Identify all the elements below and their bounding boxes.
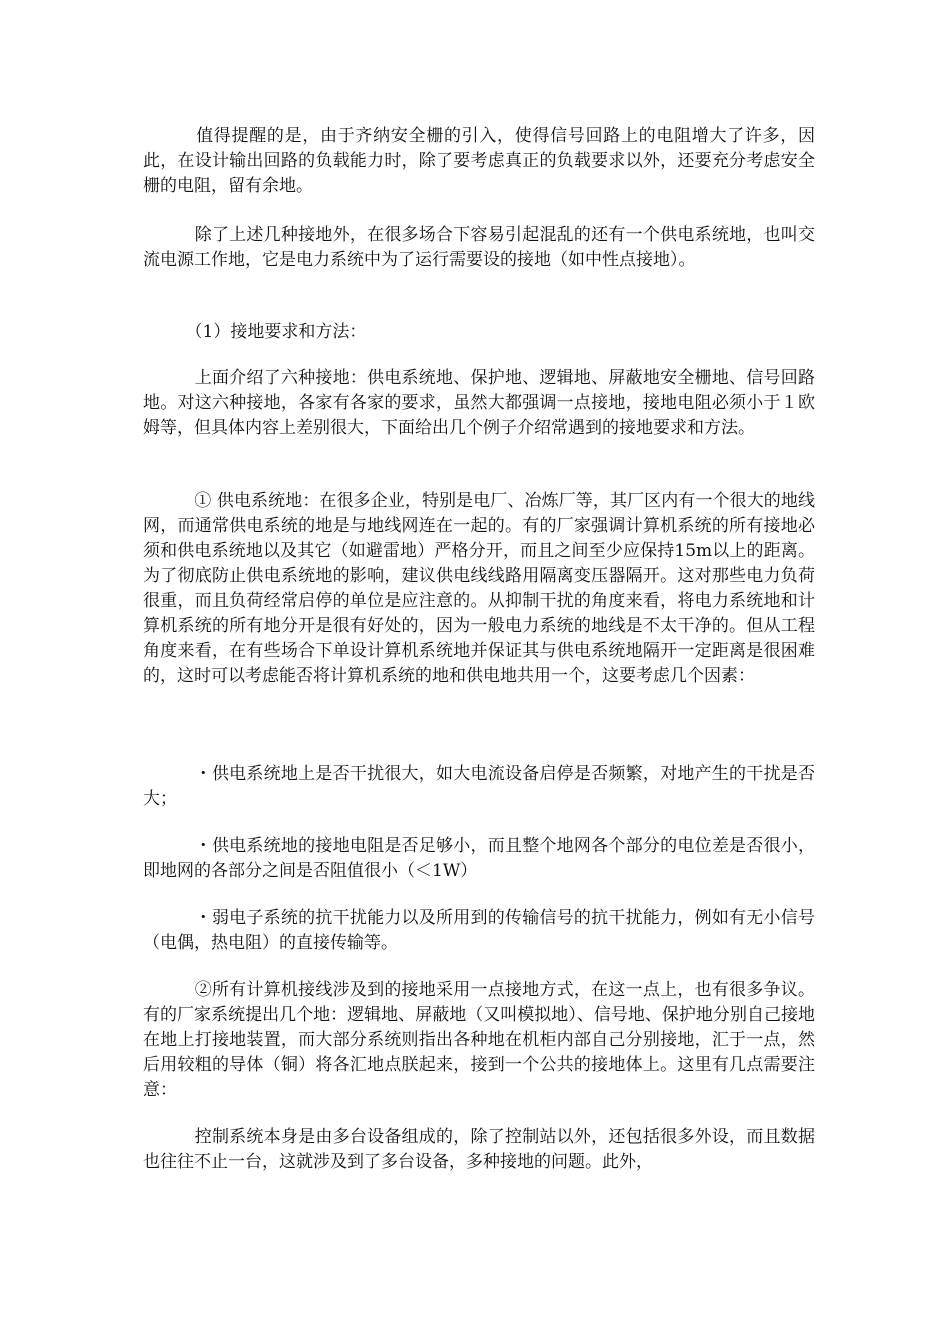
paragraph-heading-grounding-methods: （1）接地要求和方法： — [143, 322, 367, 342]
paragraph-bullet-interference: ・供电系统地上是否干扰很大，如大电流设备启停是否频繁，对地产生的干扰是否大； — [143, 764, 815, 809]
paragraph-bullet-resistance: ・供电系统地的接地电阻是否足够小，而且整个地网各个部分的电位差是否很小，即地网的各部分之间是否阻值很小（＜1W） — [143, 836, 815, 881]
paragraph-six-grounds-intro: 上面介绍了六种接地：供电系统地、保护地、逻辑地、屏蔽地安全栅地、信号回路地。对这六种接地，各家有各家的要求，虽然大都强调一点接地，接地电阻必须小于１欧姆等，但具体内容上差别很大，下面给出几个例子介绍常遇到的接地要求和方法。 — [143, 368, 815, 438]
paragraph-item-2-single-point-ground: ②所有计算机接线涉及到的接地采用一点接地方式，在这一点上，也有很多争议。有的厂家系统提出几个地：逻辑地、屏蔽地（又叫模拟地）、信号地、保护地分别自己接地在地上打接地装置，而大部分系统则指出各种地在机柜内部自己分别接地，汇于一点，然后用较粗的导体（铜）将各汇地点朕起来，接到一个公共的接地体上。这里有几点需要注意： — [143, 980, 815, 1100]
paragraph-zener-barrier-note: 值得提醒的是，由于齐纳安全栅的引入，使得信号回路上的电阻增大了许多，因此，在设计输出回路的负载能力时，除了要考虑真正的负载要求以外，还要充分考虑安全栅的电阻，留有余地。 — [143, 126, 815, 196]
paragraph-control-system-devices: 控制系统本身是由多台设备组成的，除了控制站以外，还包括很多外设，而且数据也往往不止一台，这就涉及到了多台设备，多种接地的问题。此外， — [143, 1127, 815, 1172]
paragraph-bullet-anti-interference: ・弱电子系统的抗干扰能力以及所用到的传输信号的抗干扰能力，例如有无小信号（电偶，热电阻）的直接传输等。 — [143, 908, 815, 953]
paragraph-item-1-power-ground: ① 供电系统地：在很多企业，特别是电厂、冶炼厂等，其厂区内有一个很大的地线网，而通常供电系统的地是与地线网连在一起的。有的厂家强调计算机系统的所有接地必须和供电系统地以及其它（如避雷地）严格分开，而且之间至少应保持15m以上的距离。为了彻底防止供电系统地的影响，建议供电线线路用隔离变压器隔开。这对那些电力负荷很重，而且负荷经常启停的单位是应注意的。从抑制干扰的角度来看，将电力系统地和计算机系统的所有地分开是很有好处的，因为一般电力系统的地线是不太干净的。但从工程角度来看，在有些场合下单设计算机系统地并保证其与供电系统地隔开一定距离是很困难的，这时可以考虑能否将计算机系统的地和供电地共用一个，这要考虑几个因素： — [143, 491, 815, 686]
paragraph-power-system-ground: 除了上述几种接地外，在很多场合下容易引起混乱的还有一个供电系统地，也叫交流电源工作地，它是电力系统中为了运行需要设的接地（如中性点接地）。 — [143, 225, 815, 270]
